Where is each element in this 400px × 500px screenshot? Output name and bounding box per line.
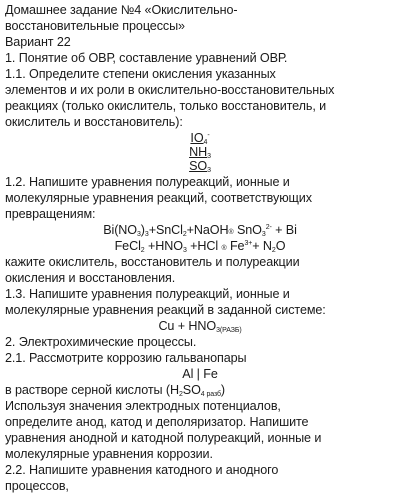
reaction-arrow: ®: [221, 245, 227, 252]
galvanic-pair: Al | Fe: [182, 367, 218, 381]
task-1-2-line-2: молекулярные уравнения реакций, соответствующих: [5, 191, 312, 205]
formula-io4: $IO_4^-$: [190, 131, 210, 146]
section-1-title: 1. Понятие об ОВР, составление уравнений ОВР.: [5, 51, 288, 65]
formula-nh3: $NH_3$: [189, 145, 211, 160]
task-2-1-line-3: Используя значения электродных потенциалов,: [5, 399, 281, 413]
task-1-1-line-1: 1.1. Определите степени окисления указанных: [5, 67, 276, 81]
task-1-3-line-2: молекулярные уравнения реакций в заданной системе:: [5, 303, 326, 317]
section-2-title: 2. Электрохимические процессы.: [5, 335, 197, 349]
heading-line-2: восстановительные процессы»: [5, 19, 185, 33]
task-1-1-line-4: окислитель и восстановитель):: [5, 115, 183, 129]
task-1-2-line-4: кажите окислитель, восстановитель и полуреакции: [5, 255, 300, 269]
reaction-arrow: ®: [228, 229, 234, 236]
task-1-2-line-3: превращениям:: [5, 207, 96, 221]
task-1-1-line-3: реакциях (только окислитель, только восстановитель, и: [5, 99, 327, 113]
variant-label: Вариант 22: [5, 35, 71, 49]
task-1-2-line-1: 1.2. Напишите уравнения полуреакций, ионные и: [5, 175, 290, 189]
reaction-3: $Cu + HNO_{3(РАЗБ)}$: [158, 319, 242, 334]
task-2-1-line-1: 2.1. Рассмотрите коррозию гальванопары: [5, 351, 247, 365]
reaction-2: FeCl$_2$ $+HNO_3 +HCl$ ® $Fe^{3+}+ N_2O$: [114, 239, 286, 254]
task-2-1-line-5: уравнения анодной и катодной полуреакций, ионные и: [5, 431, 322, 445]
heading-line-1: Домашнее задание №4 «Окислительно-: [5, 3, 238, 17]
task-2-1-line-2: в растворе серной кислоты ($H_2SO_4$ $_{разб}$): [5, 383, 225, 398]
task-2-1-line-6: молекулярные уравнения коррозии.: [5, 447, 213, 461]
task-1-3-line-1: 1.3. Напишите уравнения полуреакций, ионные и: [5, 287, 290, 301]
task-1-2-line-5: окисления и восстановления.: [5, 271, 176, 285]
formula-so3: $SO_3$: [189, 159, 211, 174]
reaction-1: $Bi(NO_3)_3+SnCl_2+NaOH®$ SnO$_3^{2-}$ + Bi: [103, 223, 297, 238]
task-1-1-line-2: элементов и их роли в окислительно-восстановительных: [5, 83, 335, 97]
task-2-2-line-1: 2.2. Напишите уравнения катодного и анодного: [5, 463, 279, 477]
task-2-2-line-2: процессов,: [5, 479, 69, 493]
task-2-1-line-4: определите анод, катод и деполяризатор. Напишите: [5, 415, 309, 429]
